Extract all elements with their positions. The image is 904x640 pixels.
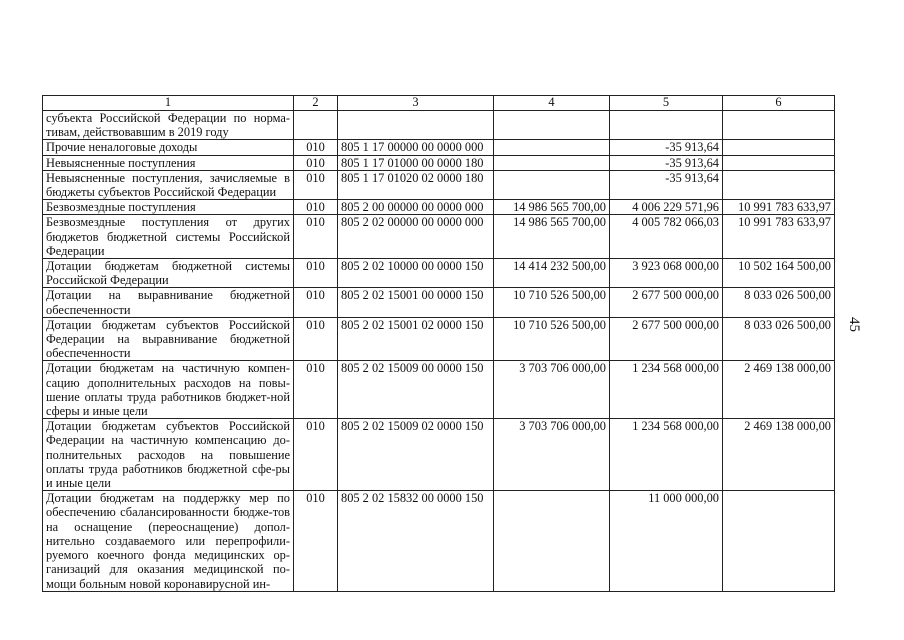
row-budget-code: 805 2 02 15009 02 0000 150 [338, 419, 494, 491]
row-line-code: 010 [294, 215, 338, 259]
row-value-6: 10 502 164 500,00 [723, 259, 835, 288]
row-value-5: 2 677 500 000,00 [610, 317, 723, 361]
row-value-4 [494, 170, 610, 199]
row-budget-code: 805 2 02 15832 00 0000 150 [338, 491, 494, 591]
row-value-6 [723, 491, 835, 591]
row-line-code: 010 [294, 170, 338, 199]
table-row [43, 288, 835, 317]
table-row [43, 419, 835, 491]
budget-revenue-table [42, 95, 835, 592]
row-value-6 [723, 140, 835, 155]
row-budget-code: 805 2 02 00000 00 0000 000 [338, 215, 494, 259]
row-value-5: 1 234 568 000,00 [610, 361, 723, 419]
row-name: Дотации бюджетам субъектов Российской Федерации на частичную компенсацию до-полнительных расходов на повышение оплаты труда работников бюджетной сфе-ры и иные цели [43, 419, 294, 491]
row-value-6 [723, 111, 835, 140]
row-line-code: 010 [294, 140, 338, 155]
table-row [43, 140, 835, 155]
row-value-5: -35 913,64 [610, 170, 723, 199]
row-value-6: 2 469 138 000,00 [723, 361, 835, 419]
page-number: 45 [846, 317, 862, 332]
row-budget-code: 805 2 00 00000 00 0000 000 [338, 200, 494, 215]
table-row [43, 155, 835, 170]
row-value-4: 3 703 706 000,00 [494, 361, 610, 419]
row-value-4: 3 703 706 000,00 [494, 419, 610, 491]
row-line-code: 010 [294, 200, 338, 215]
table-row [43, 361, 835, 419]
table-row [43, 491, 835, 591]
header-col-6: 6 [723, 96, 835, 111]
row-value-5 [610, 111, 723, 140]
table-row [43, 259, 835, 288]
row-line-code: 010 [294, 155, 338, 170]
row-value-4: 14 414 232 500,00 [494, 259, 610, 288]
row-name: Дотации бюджетам на поддержку мер по обеспечению сбалансированности бюдже-тов на оснащение (переоснащение) допол-нительно создаваемого или перепрофили-руемого коечного фонда медицинских ор-ганизаций для оказания медицинской по-мощи больным новой коронавирусной ин- [43, 491, 294, 591]
row-name: субъекта Российской Федерации по норма-тивам, действовавшим в 2019 году [43, 111, 294, 140]
row-name: Дотации бюджетам субъектов Российской Федерации на выравнивание бюджетной обеспеченности [43, 317, 294, 361]
table-row [43, 111, 835, 140]
row-name: Невыясненные поступления, зачисляемые в бюджеты субъектов Российской Федерации [43, 170, 294, 199]
row-budget-code: 805 2 02 15001 02 0000 150 [338, 317, 494, 361]
row-value-5: -35 913,64 [610, 140, 723, 155]
row-name: Дотации на выравнивание бюджетной обеспеченности [43, 288, 294, 317]
table-row [43, 215, 835, 259]
header-col-1: 1 [43, 96, 294, 111]
row-value-4 [494, 111, 610, 140]
row-line-code: 010 [294, 419, 338, 491]
row-value-4: 10 710 526 500,00 [494, 317, 610, 361]
header-col-4: 4 [494, 96, 610, 111]
table-row [43, 200, 835, 215]
row-value-4: 10 710 526 500,00 [494, 288, 610, 317]
row-name: Дотации бюджетам бюджетной системы Российской Федерации [43, 259, 294, 288]
row-value-4 [494, 155, 610, 170]
row-line-code [294, 111, 338, 140]
row-line-code: 010 [294, 259, 338, 288]
header-col-2: 2 [294, 96, 338, 111]
row-name: Прочие неналоговые доходы [43, 140, 294, 155]
row-budget-code: 805 2 02 15009 00 0000 150 [338, 361, 494, 419]
row-name: Безвозмездные поступления от других бюджетов бюджетной системы Российской Федерации [43, 215, 294, 259]
row-value-5: 4 006 229 571,96 [610, 200, 723, 215]
header-col-5: 5 [610, 96, 723, 111]
row-budget-code [338, 111, 494, 140]
row-value-6: 8 033 026 500,00 [723, 288, 835, 317]
row-line-code: 010 [294, 491, 338, 591]
header-col-3: 3 [338, 96, 494, 111]
row-value-5: -35 913,64 [610, 155, 723, 170]
row-value-5: 2 677 500 000,00 [610, 288, 723, 317]
row-value-5: 4 005 782 066,03 [610, 215, 723, 259]
row-line-code: 010 [294, 317, 338, 361]
row-name: Невыясненные поступления [43, 155, 294, 170]
row-value-4: 14 986 565 700,00 [494, 200, 610, 215]
row-value-4 [494, 491, 610, 591]
table-row [43, 317, 835, 361]
row-value-6: 10 991 783 633,97 [723, 200, 835, 215]
header-row [43, 96, 835, 111]
row-budget-code: 805 1 17 01000 00 0000 180 [338, 155, 494, 170]
row-line-code: 010 [294, 288, 338, 317]
row-value-6: 2 469 138 000,00 [723, 419, 835, 491]
table-row [43, 170, 835, 199]
row-value-4: 14 986 565 700,00 [494, 215, 610, 259]
row-budget-code: 805 1 17 01020 02 0000 180 [338, 170, 494, 199]
row-value-6: 10 991 783 633,97 [723, 215, 835, 259]
row-value-5: 1 234 568 000,00 [610, 419, 723, 491]
row-line-code: 010 [294, 361, 338, 419]
row-value-6: 8 033 026 500,00 [723, 317, 835, 361]
row-value-4 [494, 140, 610, 155]
row-value-5: 11 000 000,00 [610, 491, 723, 591]
row-budget-code: 805 1 17 00000 00 0000 000 [338, 140, 494, 155]
row-value-6 [723, 170, 835, 199]
row-name: Дотации бюджетам на частичную компен-сацию дополнительных расходов на повы-шение оплаты труда работников бюджет-ной сферы и иные цели [43, 361, 294, 419]
row-value-5: 3 923 068 000,00 [610, 259, 723, 288]
row-name: Безвозмездные поступления [43, 200, 294, 215]
row-value-6 [723, 155, 835, 170]
row-budget-code: 805 2 02 15001 00 0000 150 [338, 288, 494, 317]
row-budget-code: 805 2 02 10000 00 0000 150 [338, 259, 494, 288]
